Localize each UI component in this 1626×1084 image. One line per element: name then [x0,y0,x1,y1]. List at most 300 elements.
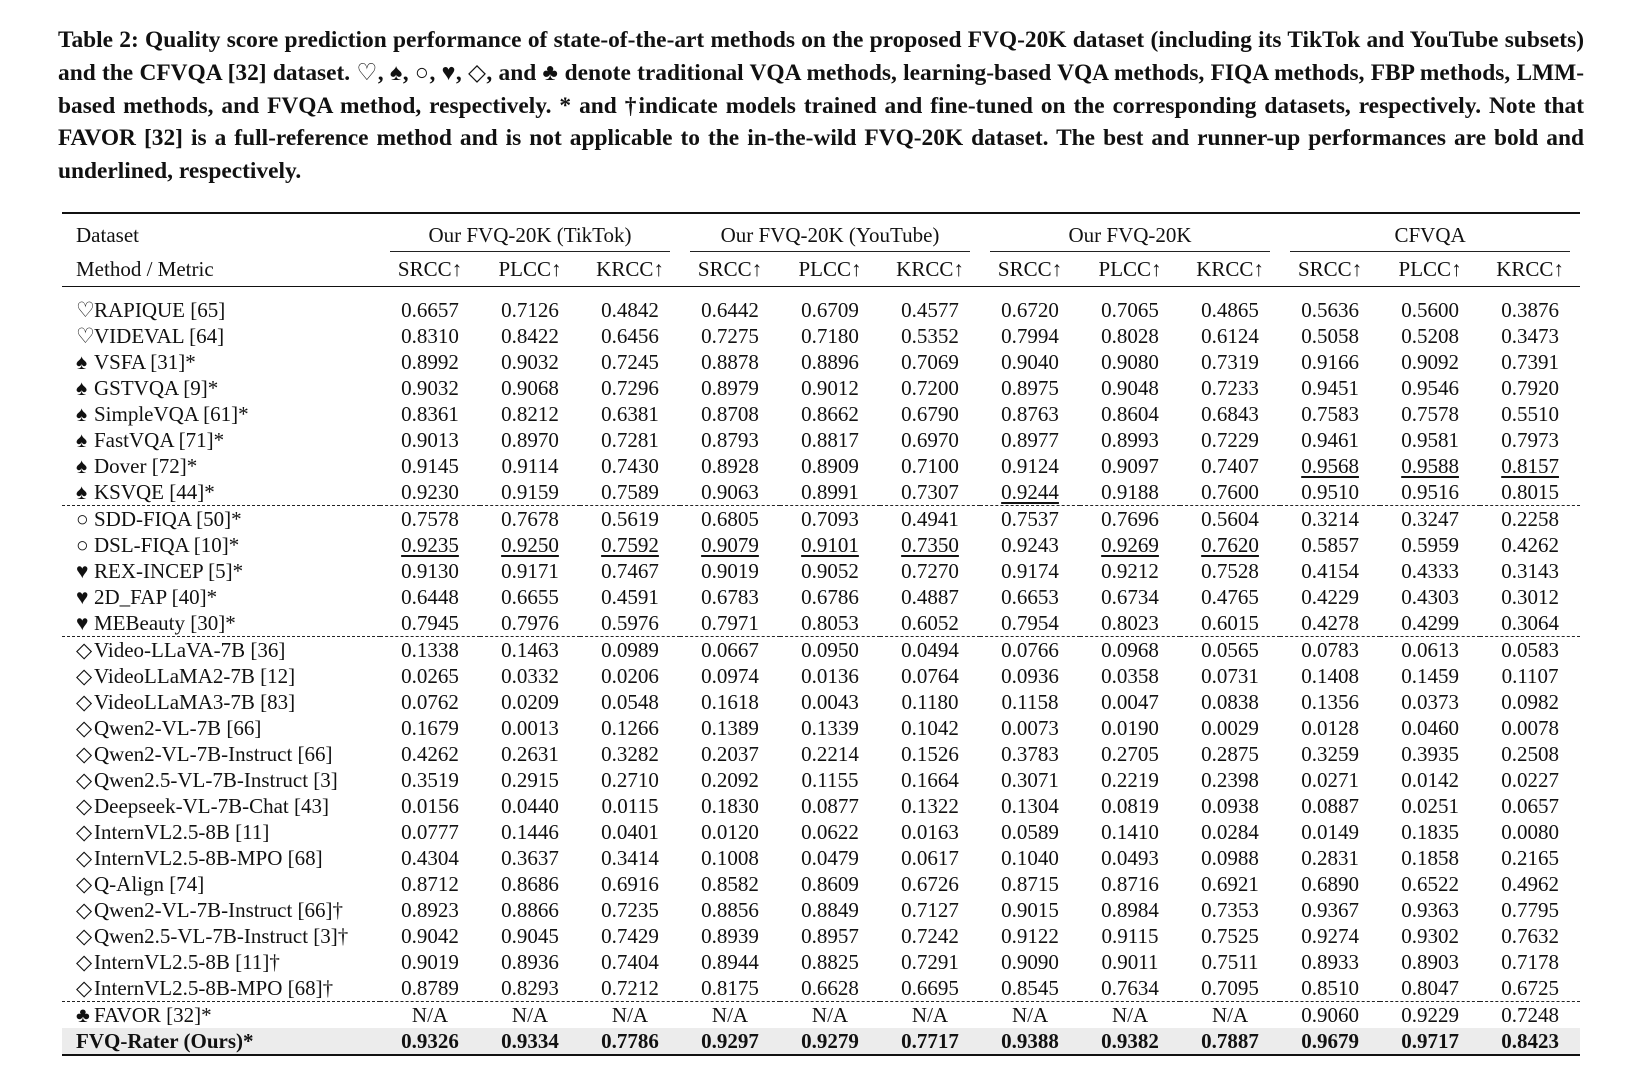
metric-value: 0.7971 [701,611,759,635]
table-row [62,1002,1580,1029]
value-cell [1080,375,1180,401]
value-cell [480,767,580,793]
metric-value: 0.5976 [601,611,659,635]
value-cell [580,637,680,664]
metric-value: 0.0043 [801,690,859,714]
value-cell [780,819,880,845]
value-cell [780,923,880,949]
metric-value: 0.6456 [601,324,659,348]
metric-value: 0.6522 [1401,872,1459,896]
metric-value: 0.5510 [1501,402,1559,426]
value-cell [980,287,1080,324]
table-caption [58,24,1584,188]
category-symbol-icon: ♠ [76,454,88,478]
metric-value: 0.3282 [601,742,659,766]
value-cell [680,793,780,819]
value-cell [780,532,880,558]
value-cell [980,793,1080,819]
value-cell [580,558,680,584]
metric-value: 0.0989 [601,638,659,662]
value-cell [1480,506,1580,533]
value-cell [380,793,480,819]
value-cell [980,949,1080,975]
metric-header: KRCC↑ [1180,252,1280,287]
value-cell [1280,323,1380,349]
metric-value: 0.7319 [1201,350,1259,374]
value-cell [880,923,980,949]
method-cell [62,975,380,1002]
value-cell [880,793,980,819]
metric-value: 0.5352 [901,324,959,348]
metric-value: 0.9302 [1401,924,1459,948]
metric-value: 0.1107 [1501,664,1559,688]
value-cell [1380,949,1480,975]
metric-value: 0.6890 [1301,872,1359,896]
metric-value: 0.1830 [701,794,759,818]
metric-value: 0.9588 [1401,454,1459,478]
value-cell [780,584,880,610]
metric-value: 0.2710 [601,768,659,792]
value-cell [1480,819,1580,845]
value-cell [880,1028,980,1055]
metric-value: 0.8866 [501,898,559,922]
value-cell [1480,871,1580,897]
method-name: VIDEVAL [64] [94,324,225,348]
metric-value: 0.2631 [501,742,559,766]
metric-value: 0.5600 [1401,298,1459,322]
metric-value: 0.6124 [1201,324,1259,348]
value-cell [580,845,680,871]
value-cell [1180,975,1280,1002]
value-cell [480,741,580,767]
metric-value: 0.6916 [601,872,659,896]
metric-value: 0.1526 [901,742,959,766]
metric-header: SRCC↑ [980,252,1080,287]
metric-value: 0.2915 [501,768,559,792]
value-cell [480,506,580,533]
table-row-ours [62,1028,1580,1055]
method-cell [62,767,380,793]
value-cell [1180,323,1280,349]
metric-value: 0.8939 [701,924,759,948]
metric-value: 0.0271 [1301,768,1359,792]
value-cell [980,741,1080,767]
value-cell [680,949,780,975]
value-cell [880,558,980,584]
table-row [62,715,1580,741]
value-cell [480,975,580,1002]
value-cell [780,715,880,741]
value-cell [980,689,1080,715]
value-cell [1480,949,1580,975]
method-cell [62,610,380,637]
value-cell [680,323,780,349]
metric-value: N/A [711,1003,749,1027]
category-symbol-icon: ◇ [76,794,93,818]
value-cell [1080,558,1180,584]
category-symbol-icon: ◇ [76,638,93,662]
value-cell [1080,871,1180,897]
metric-value: 0.6442 [701,298,759,322]
value-cell [380,323,480,349]
table-row [62,663,1580,689]
value-cell [880,375,980,401]
value-cell [1280,401,1380,427]
metric-value: 0.0209 [501,690,559,714]
value-cell [380,453,480,479]
metric-value: 0.6720 [1001,298,1059,322]
value-cell [780,741,880,767]
metric-value: 0.9159 [501,480,559,504]
value-cell [1380,287,1480,324]
category-symbol-icon: ♠ [76,350,88,374]
value-cell [480,1028,580,1055]
metric-value: 0.4577 [901,298,959,322]
value-cell [1180,845,1280,871]
metric-value: 0.7887 [1201,1029,1259,1053]
metric-value: 0.4303 [1401,585,1459,609]
metric-value: 0.9040 [1001,350,1059,374]
metric-value: 0.6709 [801,298,859,322]
value-cell [680,349,780,375]
value-cell [1280,793,1380,819]
metric-value: 0.9032 [401,376,459,400]
value-cell [780,610,880,637]
metric-value: 0.9042 [401,924,459,948]
metric-value: 0.0206 [601,664,659,688]
metric-value: 0.7920 [1501,376,1559,400]
table-row [62,506,1580,533]
value-cell [1480,845,1580,871]
value-cell [380,479,480,506]
value-cell [680,532,780,558]
metric-value: 0.7954 [1001,611,1059,635]
value-cell [1280,767,1380,793]
metric-value: 0.1158 [1001,690,1059,714]
group-header-tiktok: Our FVQ-20K (TikTok) [380,213,680,252]
metric-value: 0.8975 [1001,376,1059,400]
value-cell [1380,610,1480,637]
metric-value: 0.8933 [1301,950,1359,974]
metric-value: 0.4765 [1201,585,1259,609]
value-cell [680,610,780,637]
value-cell [780,637,880,664]
value-cell [480,323,580,349]
value-cell [1480,349,1580,375]
value-cell [1280,975,1380,1002]
value-cell [1280,741,1380,767]
metric-value: 0.9188 [1101,480,1159,504]
metric-value: 0.9382 [1101,1029,1159,1053]
metric-value: 0.9090 [1001,950,1059,974]
value-cell [1480,897,1580,923]
metric-value: 0.4229 [1301,585,1359,609]
method-cell [62,323,380,349]
method-cell [62,793,380,819]
value-cell [680,453,780,479]
metric-value: 0.7350 [901,533,959,557]
metric-value: 0.9363 [1401,898,1459,922]
metric-value: 0.9122 [1001,924,1059,948]
value-cell [1380,453,1480,479]
metric-value: 0.9334 [501,1029,559,1053]
method-cell [62,584,380,610]
metric-value: 0.8582 [701,872,759,896]
value-cell [1480,479,1580,506]
value-cell [680,637,780,664]
value-cell [980,323,1080,349]
value-cell [580,1002,680,1029]
value-cell [980,1028,1080,1055]
value-cell [480,401,580,427]
value-cell [980,897,1080,923]
metric-value: 0.7795 [1501,898,1559,922]
method-cell [62,558,380,584]
metric-value: 0.7212 [601,976,659,1000]
metric-value: 0.0156 [401,794,459,818]
metric-value: 0.7528 [1201,559,1259,583]
value-cell [580,453,680,479]
metric-value: 0.1459 [1401,664,1459,688]
value-cell [1380,819,1480,845]
metric-value: N/A [811,1003,849,1027]
metric-value: 0.9130 [401,559,459,583]
metric-value: 0.0120 [701,820,759,844]
value-cell [1080,287,1180,324]
metric-value: 0.3259 [1301,742,1359,766]
metric-value: 0.8817 [801,428,859,452]
metric-value: N/A [411,1003,449,1027]
category-symbol-icon: ◇ [76,846,93,870]
value-cell [880,715,980,741]
metric-value: 0.6695 [901,976,959,1000]
value-cell [580,375,680,401]
value-cell [1280,1028,1380,1055]
metric-value: 0.6628 [801,976,859,1000]
metric-value: 0.8979 [701,376,759,400]
value-cell [480,923,580,949]
value-cell [880,401,980,427]
value-cell [580,871,680,897]
value-cell [480,532,580,558]
metric-value: 0.6843 [1201,402,1259,426]
method-cell [62,287,380,324]
value-cell [1380,689,1480,715]
value-cell [1280,287,1380,324]
metric-value: 0.0968 [1101,638,1159,662]
category-symbol-icon: ♠ [76,428,88,452]
value-cell [1380,897,1480,923]
metric-value: 0.8993 [1101,428,1159,452]
method-name: MEBeauty [30]* [94,611,236,635]
value-cell [1180,287,1280,324]
metric-value: 0.2037 [701,742,759,766]
value-cell [680,287,780,324]
value-cell [980,819,1080,845]
value-cell [880,427,980,453]
metric-value: 0.2219 [1101,768,1159,792]
value-cell [1280,584,1380,610]
value-cell [1480,663,1580,689]
method-name: Q-Align [74] [94,872,205,896]
value-cell [1180,1002,1280,1029]
value-cell [880,479,980,506]
metric-value: 0.6655 [501,585,559,609]
table-row [62,949,1580,975]
metric-value: 0.0982 [1501,690,1559,714]
metric-value: 0.3935 [1401,742,1459,766]
category-symbol-icon: ◇ [76,924,93,948]
value-cell [1180,923,1280,949]
metric-value: 0.1446 [501,820,559,844]
metric-header: SRCC↑ [680,252,780,287]
value-cell [1280,506,1380,533]
metric-value: 0.7994 [1001,324,1059,348]
category-symbol-icon: ○ [76,507,89,531]
value-cell [1080,637,1180,664]
metric-value: 0.8047 [1401,976,1459,1000]
metric-value: 0.9451 [1301,376,1359,400]
value-cell [480,427,580,453]
metric-value: 0.0565 [1201,638,1259,662]
metric-value: 0.8977 [1001,428,1059,452]
value-cell [780,558,880,584]
metric-value: 0.1858 [1401,846,1459,870]
metric-value: 0.3414 [601,846,659,870]
value-cell [780,793,880,819]
value-cell [780,349,880,375]
dataset-label: Dataset [62,213,380,252]
category-symbol-icon: ♠ [76,376,88,400]
value-cell [580,715,680,741]
table-row [62,845,1580,871]
value-cell [980,558,1080,584]
value-cell [1280,637,1380,664]
value-cell [780,1028,880,1055]
metric-value: 0.9068 [501,376,559,400]
value-cell [380,1002,480,1029]
metric-value: 0.7407 [1201,454,1259,478]
metric-value: 0.7404 [601,950,659,974]
value-cell [1480,532,1580,558]
method-cell [62,637,380,664]
value-cell [580,287,680,324]
metric-value: 0.7600 [1201,480,1259,504]
value-cell [680,558,780,584]
metric-value: 0.0128 [1301,716,1359,740]
value-cell [1480,558,1580,584]
value-cell [880,1002,980,1029]
metric-value: 0.0613 [1401,638,1459,662]
value-cell [380,949,480,975]
metric-value: 0.6052 [901,611,959,635]
metric-value: N/A [611,1003,649,1027]
metric-value: 0.0783 [1301,638,1359,662]
metric-value: 0.5604 [1201,507,1259,531]
value-cell [1280,375,1380,401]
value-cell [1280,663,1380,689]
metric-value: 0.7281 [601,428,659,452]
value-cell [1080,401,1180,427]
metric-header: PLCC↑ [780,252,880,287]
value-cell [980,663,1080,689]
table-row [62,897,1580,923]
method-name: Qwen2.5-VL-7B-Instruct [3] [94,768,338,792]
metric-value: 0.7229 [1201,428,1259,452]
category-symbol-icon: ♡ [76,324,95,348]
metric-value: 0.6015 [1201,611,1259,635]
metric-value: 0.8422 [501,324,559,348]
metric-value: 0.7126 [501,298,559,322]
value-cell [480,689,580,715]
value-cell [880,323,980,349]
table-row [62,610,1580,637]
metric-value: 0.8992 [401,350,459,374]
metric-value: 0.8712 [401,872,459,896]
value-cell [880,506,980,533]
method-name: 2D_FAP [40]* [94,585,218,609]
value-cell [880,663,980,689]
metric-value: 0.7717 [901,1029,959,1053]
value-cell [380,663,480,689]
value-cell [1380,715,1480,741]
category-symbol-icon: ♥ [76,611,89,635]
value-cell [680,506,780,533]
metric-value: 0.9166 [1301,350,1359,374]
value-cell [980,375,1080,401]
metric-value: 0.9019 [701,559,759,583]
value-cell [1380,401,1480,427]
value-cell [380,975,480,1002]
metric-value: 0.1356 [1301,690,1359,714]
value-cell [1080,923,1180,949]
metric-value: 0.7391 [1501,350,1559,374]
metric-value: 0.3876 [1501,298,1559,322]
value-cell [1280,949,1380,975]
method-cell [62,871,380,897]
value-cell [1080,479,1180,506]
method-name: SDD-FIQA [50]* [94,507,242,531]
metric-value: 0.8878 [701,350,759,374]
metric-value: 0.7678 [501,507,559,531]
value-cell [1180,871,1280,897]
value-cell [480,845,580,871]
value-cell [880,453,980,479]
metric-value: 0.0401 [601,820,659,844]
metric-value: 0.1042 [901,716,959,740]
metric-value: 0.7578 [401,507,459,531]
table-row [62,819,1580,845]
value-cell [580,975,680,1002]
category-symbol-icon: ♠ [76,480,88,504]
method-cell [62,663,380,689]
value-cell [1280,558,1380,584]
metric-value: 0.6381 [601,402,659,426]
value-cell [1080,897,1180,923]
category-symbol-icon: ♥ [76,559,89,583]
metric-value: 0.0838 [1201,690,1259,714]
method-name: Qwen2.5-VL-7B-Instruct [3]† [94,924,349,948]
metric-value: 0.7430 [601,454,659,478]
value-cell [480,819,580,845]
value-cell [980,532,1080,558]
metric-value: 0.8053 [801,611,859,635]
metric-value: 0.9114 [501,454,559,478]
value-cell [380,349,480,375]
metric-value: 0.9568 [1301,454,1359,478]
value-cell [1380,323,1480,349]
value-cell [580,663,680,689]
